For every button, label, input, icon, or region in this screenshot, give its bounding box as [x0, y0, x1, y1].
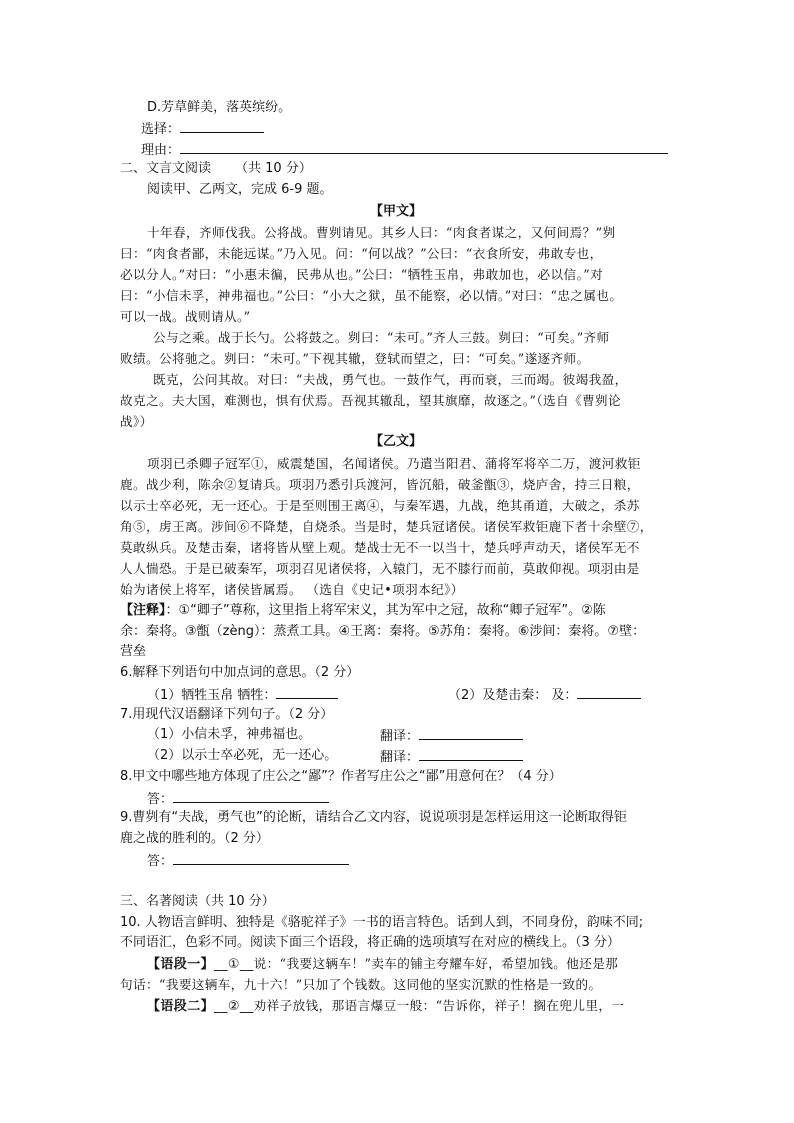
note-label: 【注释】 — [120, 603, 166, 618]
q7-a-sentence: （1）小信未孚，神弗福也。 — [147, 727, 312, 742]
jia-line-9: 故克之。夫大国，难测也，惧有伏焉。吾视其辙乱，望其旗靡，故逐之。”（选自《曹刿论 — [120, 393, 621, 408]
q9-answer-label: 答： — [147, 854, 174, 869]
yi-title: 【乙文】 — [370, 434, 423, 449]
q7-b-blank[interactable] — [419, 747, 523, 761]
q6-b-blank[interactable] — [577, 685, 641, 699]
choice-row — [141, 119, 264, 139]
jia-line-6: 公与之乘。战于长勺。公将鼓之。刿曰：“未可。”齐人三鼓。刿曰：“可矣。”齐师 — [153, 330, 610, 345]
q6-a-label: （1）牺牲玉帛 牺牲： — [147, 688, 277, 703]
jia-line-2: 曰：“肉食者鄙，未能远谋。”乃入见。问：“何以战？”公曰：“衣食所安，弗敢专也， — [120, 246, 603, 261]
q7-a-row — [380, 726, 523, 746]
q7-a-blank[interactable] — [419, 726, 523, 740]
note-line-2: 余：秦将。③甑（zèng）：蒸煮工具。④王离：秦将。⑤苏角：秦将。⑥涉间：秦将。⑦壁： — [120, 624, 646, 639]
yi-line-4: 角⑤，虏王离。涉间⑥不降楚，自烧杀。当是时，楚兵冠诸侯。诸侯军救钜鹿下者十余壁⑦， — [120, 519, 653, 534]
q9-answer-blank[interactable] — [173, 851, 349, 865]
passage-2-label: 【语段二】 — [147, 999, 215, 1014]
option-d: D.芳草鲜美，落英缤纷。 — [147, 100, 292, 115]
q6-a-row — [147, 685, 338, 705]
passage-2-blank[interactable]: __②__ — [214, 999, 254, 1014]
q6-text: 6.解释下列语句中加点词的意思。（2 分） — [120, 665, 360, 680]
q10-line-1: 10. 人物语言鲜明、独特是《骆驼祥子》一书的语言特色。话到人到，不同身份，韵味不同; — [120, 915, 644, 930]
q7-b-sentence: （2）以示士卒必死，无一还心。 — [147, 748, 338, 763]
q6-a-blank[interactable] — [276, 685, 338, 699]
q10-passage-1-line-2: 句话：“我要这辆车，九十六！”只加了个钱数。这同他的坚实沉默的性格是一致的。 — [120, 977, 602, 992]
section-2-heading — [120, 160, 312, 178]
q8-text: 8.甲文中哪些地方体现了庄公之“鄙”？作者写庄公之“鄙”用意何在？（4 分） — [120, 769, 562, 784]
jia-line-4: 曰：“小信未孚，神弗福也。”公曰：“小大之狱，虽不能察，必以情。”对曰：“忠之属也。 — [120, 288, 623, 303]
q7-text: 7.用现代汉语翻译下列句子。（2 分） — [120, 707, 334, 722]
section-2-points: （共 10 分） — [235, 161, 312, 176]
reason-row — [141, 140, 668, 160]
jia-line-8: 既克，公问其故。对曰：“夫战，勇气也。一鼓作气，再而衰，三而竭。彼竭我盈， — [153, 372, 628, 387]
q6-b-row — [448, 685, 641, 705]
passage-1-label: 【语段一】 — [147, 957, 215, 972]
reason-label: 理由： — [141, 143, 181, 158]
choice-label: 选择： — [141, 122, 181, 137]
section-2-intro: 阅读甲、乙两文，完成 6-9 题。 — [147, 182, 333, 197]
q10-line-2: 不同语汇，色彩不同。阅读下面三个语段，将正确的选项填写在对应的横线上。（3 分） — [120, 935, 620, 950]
q7-a-translate-label: 翻译： — [380, 729, 420, 744]
q8-answer-label: 答： — [147, 792, 174, 807]
passage-1-text: 说：“我要这辆车！”卖车的铺主夸耀车好，希望加钱。他还是那 — [253, 956, 619, 971]
q8-answer-blank[interactable] — [173, 789, 329, 803]
jia-line-10: 战》） — [120, 414, 153, 429]
q7-b-row — [380, 747, 523, 767]
yi-line-3: 以示士卒必死，无一还心。于是至则围王离④，与秦军遇，九战，绝其甬道，大破之，杀苏 — [120, 498, 640, 513]
q10-passage-2-line-1 — [147, 997, 624, 1016]
jia-line-5: 可以一战。战则请从。” — [120, 309, 251, 324]
jia-line-3: 必以分人。”对曰：“小惠未徧，民弗从也。”公曰：“牺牲玉帛，弗敢加也，必以信。”对 — [120, 267, 604, 282]
passage-2-text: 劝祥子放钱，那语言爆豆一般：“告诉你，祥子！搁在兜儿里，一 — [253, 998, 625, 1013]
note-line-3: 营垒 — [120, 644, 147, 659]
section-3-heading: 三、名著阅读（共 10 分） — [120, 894, 275, 909]
jia-title: 【甲文】 — [370, 204, 423, 219]
choice-blank[interactable] — [180, 119, 264, 133]
yi-line-2: 鹿。战少利，陈余②复请兵。项羽乃悉引兵渡河，皆沉船，破釜甑③，烧庐舍，持三日粮， — [120, 477, 640, 492]
note-line-1 — [120, 602, 606, 620]
yi-line-6: 人人惴恐。于是已破秦军，项羽召见诸侯将，入辕门，无不膝行而前，莫敢仰视。项羽由是 — [120, 561, 640, 576]
section-2-title: 二、文言文阅读 — [120, 161, 212, 176]
yi-line-7: 始为诸侯上将军，诸侯皆属焉。 （选自《史记•项羽本纪》） — [120, 582, 464, 597]
q9-text-1: 9.曹刿有“夫战，勇气也”的论断，请结合乙文内容，说说项羽是怎样运用这一论断取得钜 — [120, 810, 627, 825]
q10-passage-1-line-1 — [147, 955, 618, 974]
passage-1-blank[interactable]: __①__ — [214, 957, 254, 972]
q7-b-translate-label: 翻译： — [380, 750, 420, 765]
q9-text-2: 鹿之战的胜利的。（2 分） — [120, 831, 269, 846]
q9-answer-row — [147, 851, 349, 871]
jia-line-1: 十年春，齐师伐我。公将战。曹刿请见。其乡人曰：“肉食者谋之，又何间焉？”刿 — [147, 225, 616, 240]
note-text-1: ：①“卿子”尊称，这里指上将军宋义，其为军中之冠，故称“卿子冠军”。②陈 — [165, 603, 606, 618]
reason-blank[interactable] — [180, 140, 668, 154]
yi-line-1: 项羽已杀卿子冠军①，威震楚国，名闻诸侯。乃遣当阳君、蒲将军将卒二万，渡河救钜 — [147, 456, 641, 471]
q8-answer-row — [147, 789, 329, 809]
jia-line-7: 败绩。公将驰之。刿曰：“未可。”下视其辙，登轼而望之，曰：“可矣。”遂逐齐师。 — [120, 351, 590, 366]
yi-line-5: 莫敢纵兵。及楚击秦，诸将皆从壁上观。楚战士无不一以当十，楚兵呼声动天，诸侯军无不 — [120, 540, 640, 555]
q6-b-label: （2）及楚击秦： 及： — [448, 688, 578, 703]
